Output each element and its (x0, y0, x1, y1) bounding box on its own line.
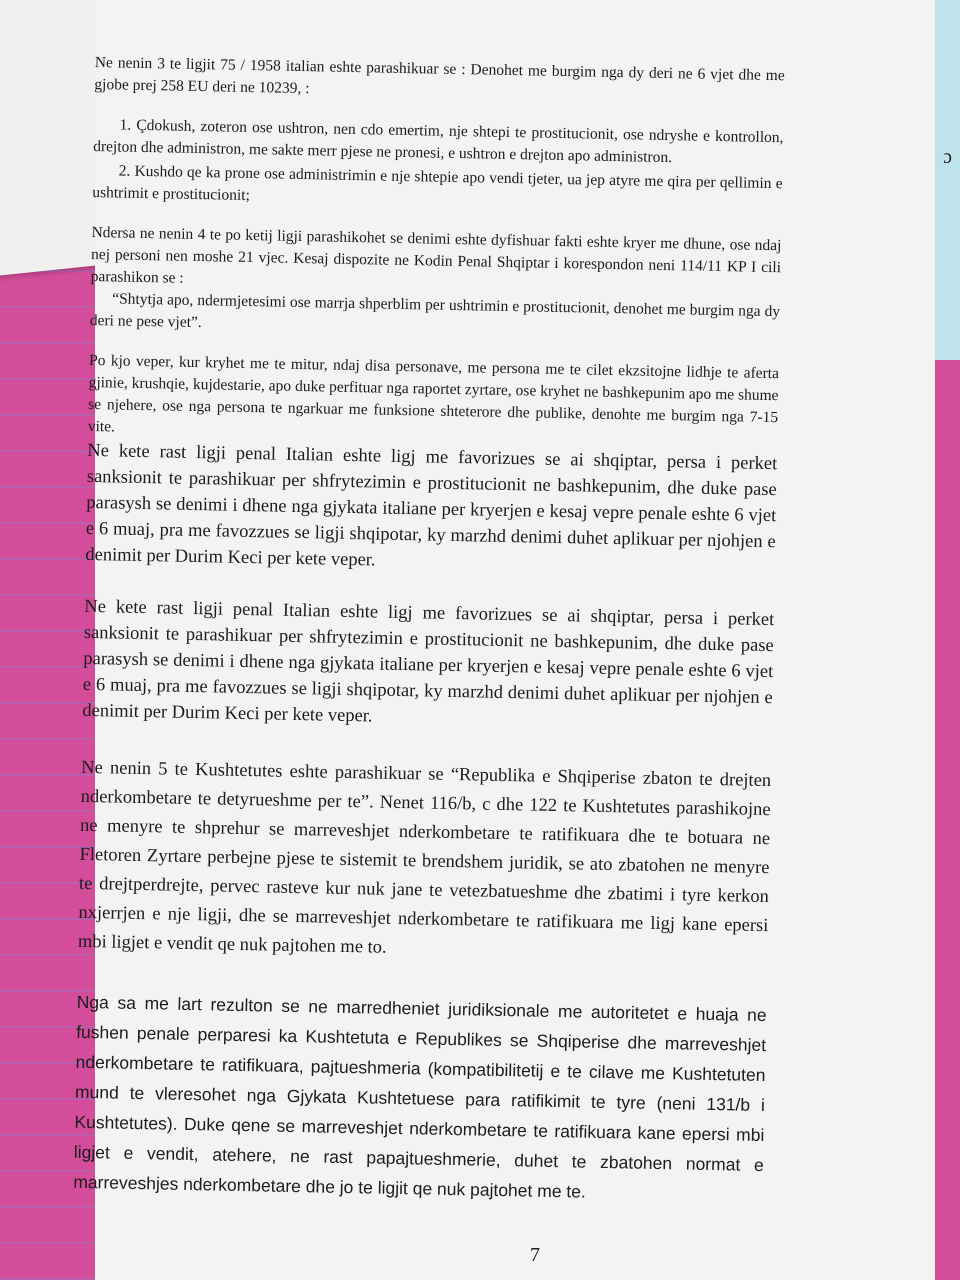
paragraph-po-kjo-veper: Po kjo veper, kur kryhet me te mitur, ndaj disa personave, me persona me te cilet ekzsitojne lidhje te aferta gjinie, krushqie, kujdestarie, apo duke perfituar nga raportet zyrtare, ose kryhet ne bashkepunim apo me shume se njehere, ose nga persona te ngarkuar me funksione shteterore dhe publike, denohte me burgim nga 7-15 vite. (87, 351, 780, 436)
paragraph-ligji-italian-2: Ne kete rast ligji penal Italian eshte ligj me favorizues se ai shqiptar, persa i perket sanksionit te parashikuar per shfrytezimin e prostitucionit ne bashkepunim, dhe duke pase parasysh se denimi i dhene nga gjykata italiane per kryerjen e kesaj vepre penale eshte 6 vjet e 6 muaj, pra me favozzues se ligji shqipotar, ky marzhd denimi duhet aplikuar per njohjen e denimit per Durim Keci per kete veper. (82, 596, 775, 727)
paragraph-neni-4: Ndersa ne nenin 4 te po ketij ligji parashikohet se denimi eshte dyfishuar fakti eshte kryer me dhune, ose ndaj nej personi nen moshe 21 vjec. Kesaj dispozite ne Kodin Penal Shqiptar i korespondon neni 114/11 KP I cili parashikon se : (90, 223, 782, 287)
page-number: 7 (530, 1244, 540, 1266)
document-content (73, 52, 785, 1228)
paragraph-item-2: 2. Kushdo qe ka prone ose administrimin e nje shtepie apo vendi tjeter, ua jep atyre me qira per qellimin e ushtrimit e prostitucionit; (92, 162, 783, 204)
background-fragment-mark: ɔ (943, 146, 952, 168)
paragraph-neni-3: Ne nenin 3 te ligjit 75 / 1958 italian eshte parashikuar se : Denohet me burgim nga dy deri ne 6 vjet dhe me gjobe prej 258 EU deri ne 10239, : (94, 53, 785, 98)
paragraph-item-1: 1. Çdokush, zoteron ose ushtron, nen cdo emertim, nje shtepi te prostitucionit, ose ndryshe e kontrollon, drejton dhe administron, me sakte merr pjese ne pronesi, e ushtron e drejton apo administron. (93, 116, 784, 167)
paragraph-kushtetuta: Ne nenin 5 te Kushtetutes eshte parashikuar se “Republika e Shqiperise zbaton te drejten nderkombetare te detyrueshme per te”. Nenet 116/b, c dhe 122 te Kushtetutes parashikojne ne menyre te shprehur se marreveshjet nderkombetare te ratifikuara dhe te botuara ne Fletoren Zyrtare perbejne pjese te sistemit te brendshem juridik, se ato zbatohen ne menyre te drejtperdrejte, pervec rasteve kur nuk jane te vetezbatueshme dhe zbatimi i tyre kerkon nxjerrjen e nje ligji, dhe se marreveshjet nderkombetare te ratifikuara me ligj kane epersi mbi ligjet e vendit qe nuk pajtohen me to. (77, 757, 772, 958)
paragraph-ligji-italian-1: Ne kete rast ligji penal Italian eshte ligj me favorizues se ai shqiptar, persa i perket sanksionit te parashikuar per shfrytezimin e prostitucionit ne bashkepunim, dhe duke pase parasysh se denimi i dhene nga gjykata italiane per kryerjen e kesaj vepre penale eshte 6 vjet e 6 muaj, pra me favozzues se ligji shqipotar, ky marzhd denimi duhet aplikuar per njohjen e denimit per Durim Keci per kete veper. (85, 440, 778, 571)
paragraph-perfundim: Nga sa me lart rezulton se ne marredheniet juridiksionale me autoritetet e huaja ne fushen penale perparesi ka Kushtetuta e Republikes se Shqiperise dhe marreveshjet nderkombetare te ratifikuara, pajtueshmeria (kompatibilitetij e te cilave me Kushtetuten mund te vleresohet nga Gjykata Kushtetuese para ratifikimit te tyre (neni 131/b i Kushtetutes). Duke qene se marreveshjet nderkombetare te ratifikuara kane epersi mbi ligjet e vendit, atehere, ne rast papajtueshmerie, duhet te zbatohen normat e marreveshjes nderkombetare dhe jo te ligjit qe nuk pajtohet me te. (73, 991, 767, 1202)
paragraph-quote-kp: “Shtytja apo, ndermjetesimi ose marrja shperblim per ushtrimin e prostitucionit, denohet me burgim nga dy deri ne pese vjet”. (89, 290, 781, 332)
